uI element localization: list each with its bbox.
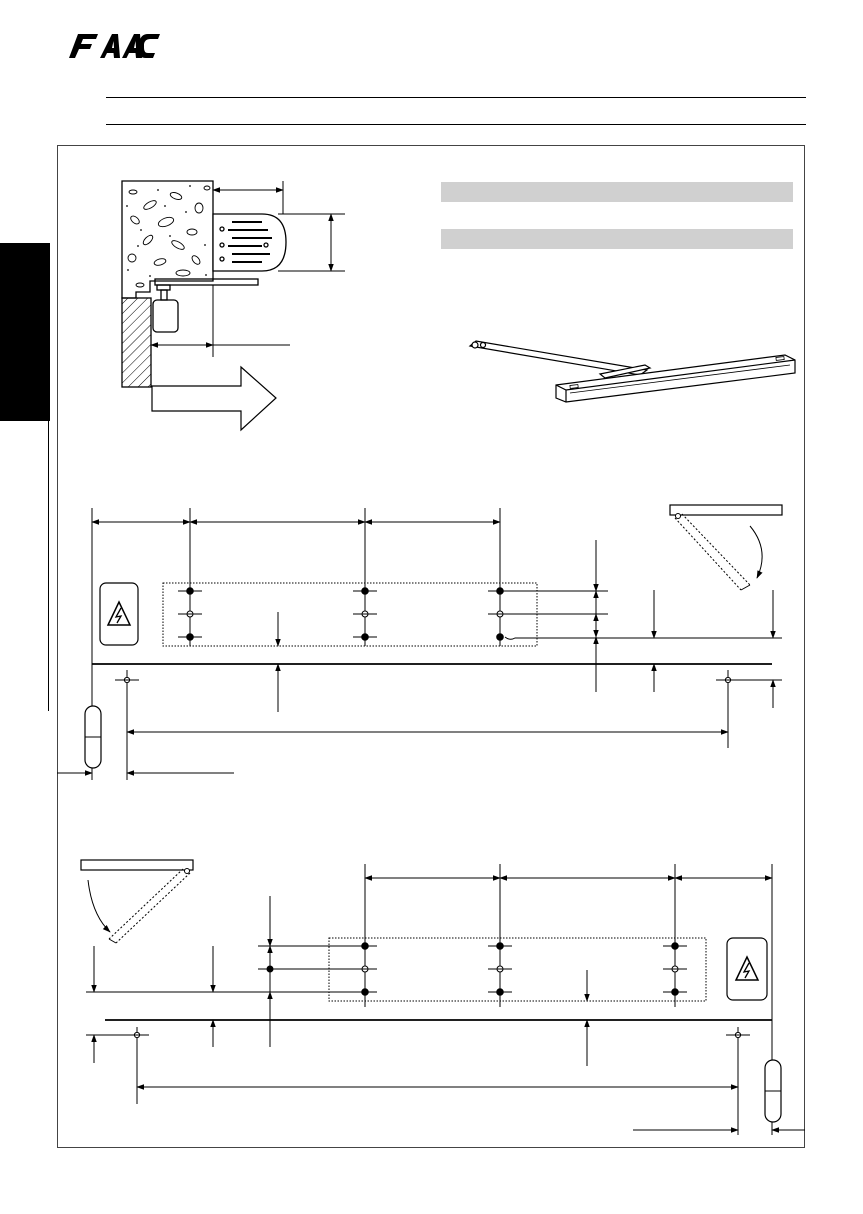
door-arrow-icon: [152, 367, 276, 430]
template-top: [57, 505, 782, 780]
template-bottom: [81, 860, 805, 1135]
lightning-warning-icon: [736, 957, 758, 980]
lightning-warning-icon: [108, 602, 130, 625]
arm-product: [470, 341, 795, 402]
section-view: [122, 181, 345, 430]
